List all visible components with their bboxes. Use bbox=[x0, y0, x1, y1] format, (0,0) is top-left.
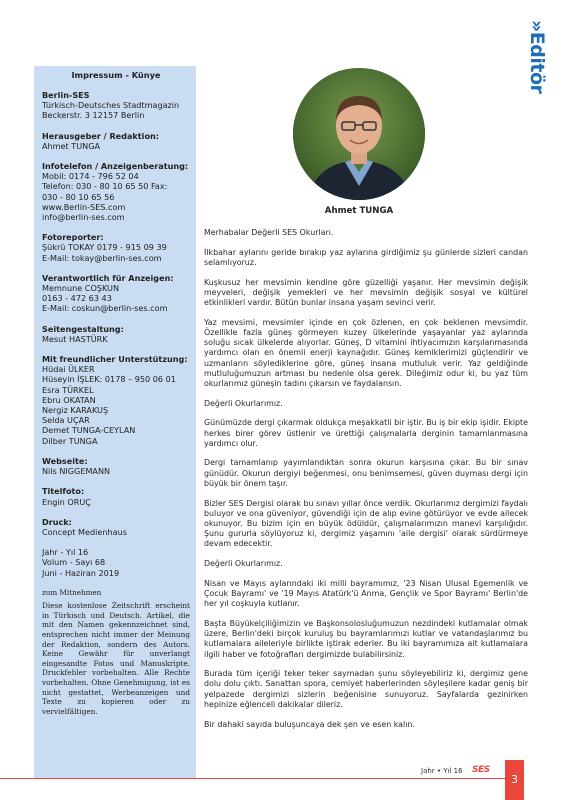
druck-heading: Druck: bbox=[42, 516, 72, 527]
unterstuetzung-line: Selda UÇAR bbox=[42, 415, 90, 426]
webseite-heading: Webseite: bbox=[42, 455, 88, 466]
unterstuetzung-line: Nergiz KARAKUŞ bbox=[42, 405, 109, 416]
issue-volume: Volum - Sayı 68 bbox=[42, 557, 106, 568]
article-paragraph: Burada tüm içeriği teker teker saymadan şunu söyleyebiliriz ki, dergimiz gene dolu dolu çıktı. Sanattan spora, cemiyet haberlerinden söyleşilere kadar geniş bir yelpazede dergimizi sizlerin beğenisine sunuyoruz. Sayfalarda gezinirken hepinize eğlenceli dakikalar dileriz. bbox=[204, 669, 528, 709]
fotoreporter-line: Şükrü TOKAY 0179 - 915 09 39 bbox=[42, 242, 167, 253]
unterstuetzung-line: Esra TÜRKEL bbox=[42, 384, 94, 395]
article-paragraph: Dergi tamamlanıp yayımlandıktan sonra okurun karşısına çıkar. Bu bir sınav günüdür. Okurun dergiyi beğenmesi, onu benimsemesi, güven duyması dergi için büyük bir önem taşır. bbox=[204, 458, 528, 488]
unterstuetzung-line: Demet TUNGA-CEYLAN bbox=[42, 425, 136, 436]
article-paragraph: Bir dahaki sayıda buluşuncaya dek şen ve esen kalın. bbox=[204, 719, 415, 729]
article-paragraph: Başta Büyükelçiliğimizin ve Başkonsolosluğumuzun nezdindeki kutlamalar olmak üzere, Berlin'deki birçok kuruluş bu bayramlarımızı kutlar ve vatandaşlarımız bu kutlamalara aileleriyle birlikte iştirak ederler. Bu iki bayramımıza ait kutlamalara ilgili haber ve fotoğrafları dergimizde bulabilirsiniz. bbox=[204, 618, 528, 659]
article-paragraph: Kuşkusuz her mevsimin kendine göre güzelliği yaşanır. Her mevsimin değişik meyveleri, değişik yemekleri ve her mevsimin değişik sosyal ve kültürel etkinlikleri vardır. Bütün bunlar insana yaşam sevinci verir. bbox=[204, 277, 528, 308]
ses-logo: SES bbox=[472, 765, 490, 775]
free-magazine-note: Diese kostenlose Zeitschrift erscheint in Türkisch und Deutsch. Artikel, die mit den Namen gekennzeichnet sind, entsprechen nicht immer der Meinung der Redaktion, sondern des Autors. Keine Gewähr für unverlangt eingesandte Fotos und Manuskripte. Druckfehler vorbehalten. Alle Rechte vorbehalten. Ohne Genehmigung, ist es nicht gestattet, Werbeanzeigen und Texte zu kopieren oder zu vervielfältigen. bbox=[42, 601, 190, 716]
mitnehmen-note: zum Mitnehmen bbox=[42, 587, 102, 597]
article-paragraph: Merhabalar Değerli SES Okurları. bbox=[204, 228, 334, 237]
herausgeber-heading: Herausgeber / Redaktion: bbox=[42, 130, 160, 141]
article-paragraph: Bizler SES Dergisi olarak bu sınavı yıllar önce verdik. Okurlarımız dergimizi faydalı buluyor ve ona güveniyor, güvendiği için de alıp evine götürüyor ve evde ailecek okunuyor. Bu bizim için en büyük ödüldür, çalışmalarımızın manevi karşılığıdır. Şunu gururla söylüyoruz ki, dergimiz yaşamını 'aile dergisi' olarak sürdürmeye devam edecektir. bbox=[204, 498, 528, 549]
footer-divider bbox=[0, 778, 505, 779]
webseite-line: Nils NIGGEMANN bbox=[42, 466, 111, 477]
section-heading bbox=[522, 20, 552, 100]
info-line: Telefon: 030 - 80 10 65 50 Fax: bbox=[42, 181, 168, 192]
article-paragraph: İlkbahar aylarını geride bırakıp yaz aylarına girdiğimiz şu günlerde sizleri candan selamlıyoruz. bbox=[204, 247, 528, 267]
author-portrait bbox=[293, 68, 425, 200]
unterstuetzung-line: Hüseyin İŞLEK: 0178 – 950 06 01 bbox=[42, 374, 176, 385]
author-photo-icon bbox=[293, 68, 425, 200]
publisher-line: Türkisch-Deutsches Stadtmagazin bbox=[42, 100, 180, 111]
author-name: Ahmet TUNGA bbox=[324, 206, 394, 216]
article-paragraph: Değerli Okurlarımız. bbox=[204, 398, 283, 408]
info-line: 030 - 80 10 65 56 bbox=[42, 191, 115, 202]
fotoreporter-heading: Fotoreporter: bbox=[42, 232, 104, 243]
editorial-article bbox=[204, 228, 528, 739]
anzeigen-line: Memnune COŞKUN bbox=[42, 283, 120, 294]
seitengestaltung-heading: Seitengestaltung: bbox=[42, 323, 124, 334]
titelfoto-line: Engin ORUÇ bbox=[42, 496, 91, 507]
anzeigen-line: 0163 - 472 63 43 bbox=[42, 293, 112, 304]
website-link[interactable]: www.Berlin-SES.com bbox=[42, 201, 126, 212]
publisher-address: Beckerstr. 3 12157 Berlin bbox=[42, 110, 145, 121]
info-line: Mobil: 0174 - 796 52 04 bbox=[42, 171, 139, 182]
druck-line: Concept Medienhaus bbox=[42, 526, 127, 537]
issue-year: Jahr - Yıl 16 bbox=[42, 547, 89, 558]
publisher-name: Berlin-SES bbox=[42, 90, 90, 100]
article-paragraph: Yaz mevsimi, mevsimler içinde en çok özlenen, en çok beklenen mevsimdir. Özellikle fazla güneş görmeyen kuzey ülkelerinde yaşayanlar yaz aylarında soluğu sıcak ülkelerde alıyorlar. Güneş, D vitamini ihtiyacımızın karşılanmasında yardımcı olan en önemli enerji kaynağıdır. Güneş kemiklerimizi güçlendirir ve uzmanların söylediklerine göre, güneş insana mutluluk verir. Yaz geldiğinde mutluluğumuzun artması bu nedenle olsa gerek. Dileğimiz odur ki, bu yaz tüm okurlarımız güneşin tadını çıkarsın ve faydalansın. bbox=[204, 317, 528, 388]
fotoreporter-email: E-Mail: tokay@berlin-ses.com bbox=[42, 252, 162, 263]
unterstuetzung-line: Ebru OKATAN bbox=[42, 394, 96, 405]
titelfoto-heading: Titelfoto: bbox=[42, 486, 85, 497]
footer-issue-label: Jahr • Yıl 16 bbox=[421, 767, 463, 775]
unterstuetzung-heading: Mit freundlicher Unterstützung: bbox=[42, 354, 188, 365]
section-heading-text: »Editör bbox=[526, 20, 548, 94]
seitengestaltung-line: Mesut HASTÜRK bbox=[42, 333, 108, 344]
impressum-box bbox=[34, 66, 196, 779]
article-paragraph: Değerli Okurlarımız. bbox=[204, 559, 283, 569]
info-heading: Infotelefon / Anzeigenberatung: bbox=[42, 161, 189, 172]
issue-date: Juni - Haziran 2019 bbox=[42, 567, 120, 578]
anzeigen-heading: Verantwortlich für Anzeigen: bbox=[42, 272, 174, 283]
impressum-title: Impressum - Künye bbox=[71, 70, 161, 80]
email-link[interactable]: info@berlin-ses.com bbox=[42, 212, 125, 223]
page-number: 3 bbox=[511, 773, 518, 786]
article-paragraph: Nisan ve Mayıs aylarındaki iki milli bayramımız, '23 Nisan Ulusal Egemenlik ve Çocuk Bayramı' ve '19 Mayıs Atatürk'ü Anma, Gençlik ve Spor Bayramı' Berlin'de her yıl coşkuyla kutlanır. bbox=[204, 578, 528, 609]
anzeigen-email: E-Mail: coskun@berlin-ses.com bbox=[42, 303, 168, 314]
unterstuetzung-line: Hüdai ÜLKER bbox=[42, 364, 95, 375]
article-paragraph: Günümüzde dergi çıkarmak oldukça meşakkatli bir iştir. Bu iş bir ekip işidir. Ekipte herkes birer görev üstlenir ve ürettiği çalışmalarla derginin tamamlanmasına yardımcı olur. bbox=[204, 418, 528, 448]
herausgeber-line: Ahmet TUNGA bbox=[42, 140, 101, 151]
unterstuetzung-line: Dilber TUNGA bbox=[42, 435, 98, 446]
